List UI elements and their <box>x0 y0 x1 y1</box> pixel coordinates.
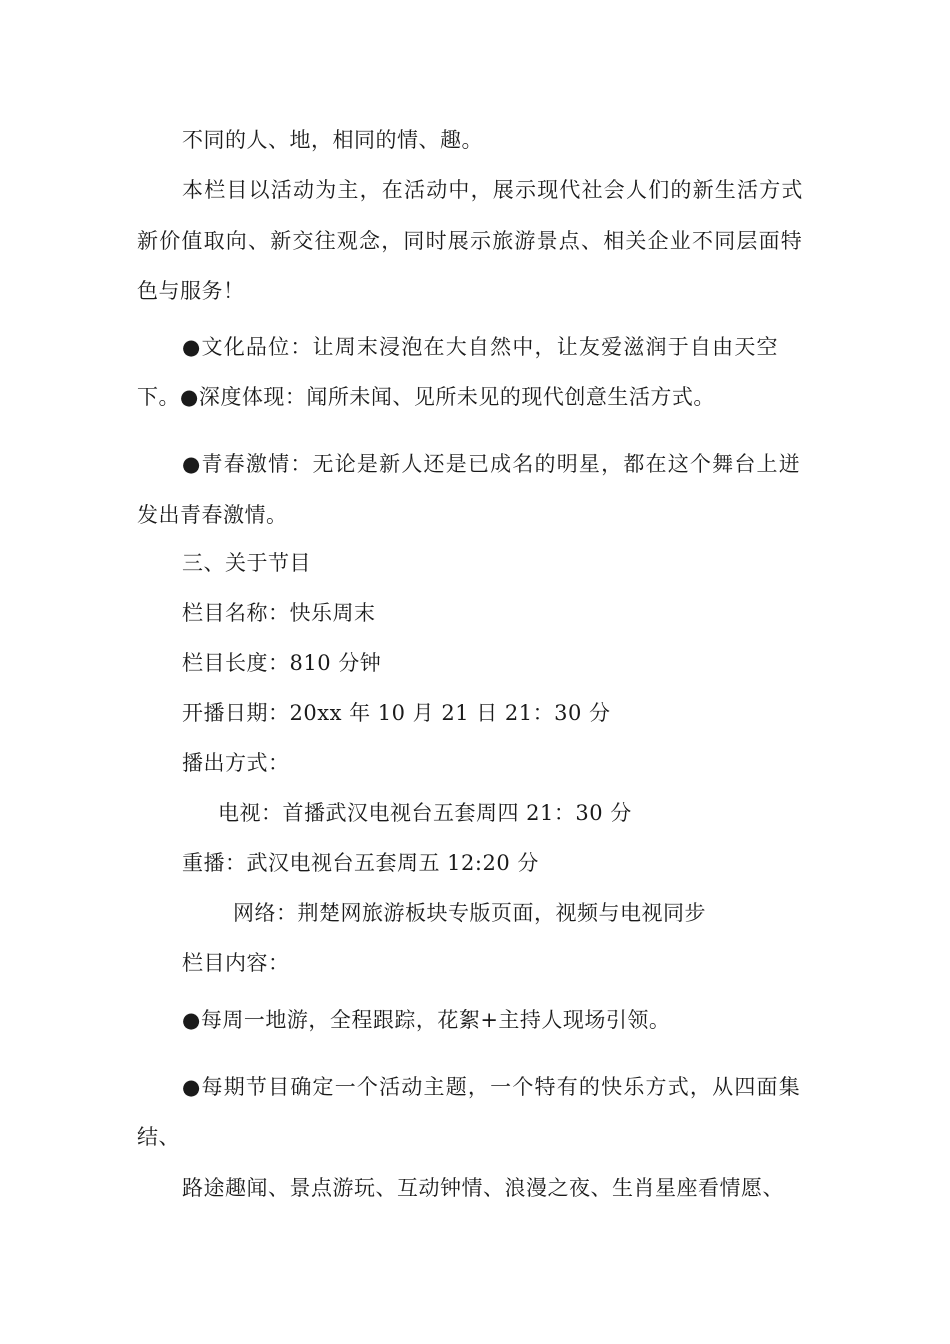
bullet-line: ●青春激情：无论是新人还是已成名的明星，都在这个舞台上迸 <box>182 452 801 476</box>
paragraph-line: 新价值取向、新交往观念，同时展示旅游景点、相关企业不同层面特 <box>137 229 803 253</box>
paragraph-line: 结、 <box>137 1125 180 1149</box>
field-line: 播出方式： <box>182 751 290 775</box>
bullet-line: ●每期节目确定一个活动主题，一个特有的快乐方式，从四面集 <box>182 1075 801 1099</box>
field-line: 栏目长度：810 分钟 <box>182 651 382 675</box>
field-line: 重播：武汉电视台五套周五 12:20 分 <box>182 851 539 875</box>
field-line: 电视：首播武汉电视台五套周四 21：30 分 <box>218 801 632 825</box>
paragraph-line: 色与服务！ <box>137 279 245 303</box>
field-line: 栏目名称：快乐周末 <box>182 601 376 625</box>
paragraph-line: 发出青春激情。 <box>137 503 288 527</box>
bullet-line: ●每周一地游，全程跟踪，花絮+主持人现场引领。 <box>182 1008 671 1032</box>
paragraph-line: 路途趣闻、景点游玩、互动钟情、浪漫之夜、生肖星座看情愿、 <box>182 1176 784 1200</box>
paragraph-line: 不同的人、地，相同的情、趣。 <box>182 128 483 152</box>
field-line: 开播日期：20xx 年 10 月 21 日 21：30 分 <box>182 701 611 725</box>
field-line: 栏目内容： <box>182 951 290 975</box>
paragraph-line: 下。●深度体现：闻所未闻、见所未见的现代创意生活方式。 <box>137 385 715 409</box>
bullet-line: ●文化品位：让周末浸泡在大自然中，让友爱滋润于自由天空 <box>182 335 779 359</box>
section-heading: 三、关于节目 <box>182 551 311 575</box>
field-line: 网络：荆楚网旅游板块专版页面，视频与电视同步 <box>233 901 706 925</box>
paragraph-line: 本栏目以活动为主，在活动中，展示现代社会人们的新生活方式 <box>182 178 804 202</box>
